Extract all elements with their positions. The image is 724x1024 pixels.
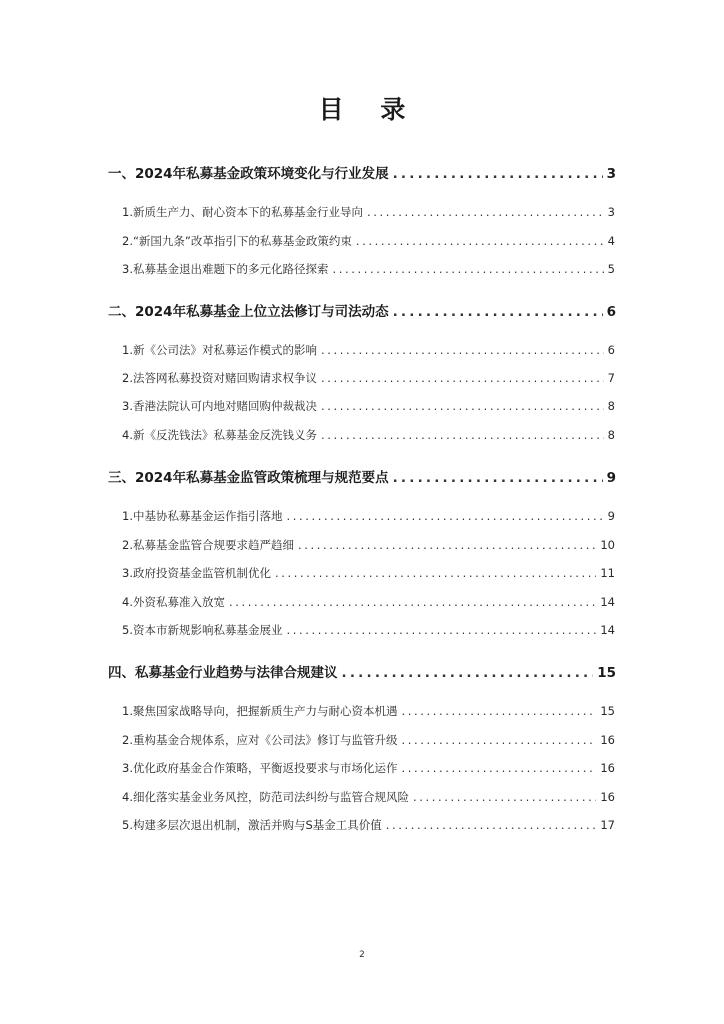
toc-entry-title: 1.中基协私募基金运作指引落地 [122, 509, 283, 523]
toc-dot-leader [393, 304, 603, 320]
toc-page-number: 10 [600, 538, 615, 552]
toc-page-number: 3 [606, 166, 616, 182]
page-footer-number: 2 [359, 950, 365, 960]
toc-subsection-4-4[interactable] [122, 789, 615, 805]
toc-subsection-2-1[interactable] [122, 342, 615, 358]
toc-dot-leader [321, 399, 604, 413]
toc-entry-title: 三、2024年私募基金监管政策梳理与规范要点 [108, 470, 389, 486]
toc-page-number: 14 [600, 623, 615, 637]
toc-entry-title: 1.新《公司法》对私募运作模式的影响 [122, 343, 317, 357]
toc-dot-leader [286, 509, 603, 523]
toc-dot-leader [356, 234, 604, 248]
toc-page-number: 8 [607, 399, 615, 413]
toc-section-4[interactable] [108, 661, 616, 681]
toc-dot-leader [321, 428, 604, 442]
toc-subsection-4-3[interactable] [122, 760, 615, 776]
toc-dot-leader [401, 761, 596, 775]
toc-subsection-4-2[interactable] [122, 732, 615, 748]
toc-dot-leader [332, 262, 603, 276]
toc-subsection-4-1[interactable] [122, 703, 615, 719]
toc-page-number: 4 [607, 234, 615, 248]
toc-section-2[interactable] [108, 300, 616, 320]
toc-subsection-3-1[interactable] [122, 508, 615, 524]
toc-entry-title: 3.政府投资基金监管机制优化 [122, 566, 271, 580]
toc-page-number: 11 [600, 566, 615, 580]
toc-page-number: 17 [600, 818, 615, 832]
toc-dot-leader [321, 343, 604, 357]
toc-page-number: 8 [607, 428, 615, 442]
toc-page-number: 16 [600, 733, 615, 747]
toc-subsection-2-3[interactable] [122, 398, 615, 414]
toc-page-number: 9 [607, 509, 615, 523]
toc-entry-title: 4.新《反洗钱法》私募基金反洗钱义务 [122, 428, 317, 442]
toc-dot-leader [298, 538, 596, 552]
toc-entry-title: 4.细化落实基金业务风控，防范司法纠纷与监管合规风险 [122, 790, 409, 804]
toc-entry-title: 3.私募基金退出难题下的多元化路径探索 [122, 262, 329, 276]
toc-subsection-3-2[interactable] [122, 537, 615, 553]
toc-entry-title: 2.“新国九条”改革指引下的私募基金政策约束 [122, 234, 352, 248]
toc-dot-leader [393, 470, 603, 486]
toc-dot-leader [413, 790, 596, 804]
toc-dot-leader [342, 665, 594, 681]
toc-entry-title: 5.构建多层次退出机制，激活并购与S基金工具价值 [122, 818, 382, 832]
toc-page-number: 5 [607, 262, 615, 276]
toc-page-number: 15 [597, 665, 616, 681]
toc-entry-title: 2.私募基金监管合规要求趋严趋细 [122, 538, 294, 552]
toc-page-number: 6 [606, 304, 616, 320]
toc-entry-title: 1.聚焦国家战略导向，把握新质生产力与耐心资本机遇 [122, 704, 398, 718]
toc-section-1[interactable] [108, 162, 616, 182]
toc-subsection-1-2[interactable] [122, 233, 615, 249]
toc-dot-leader [393, 166, 603, 182]
toc-entry-title: 2.重构基金合规体系，应对《公司法》修订与监管升级 [122, 733, 398, 747]
toc-page-number: 16 [600, 761, 615, 775]
toc-subsection-3-3[interactable] [122, 565, 615, 581]
toc-page-number: 7 [607, 371, 615, 385]
toc-entry-title: 二、2024年私募基金上位立法修订与司法动态 [108, 304, 389, 320]
toc-subsection-4-5[interactable] [122, 817, 615, 833]
page-title: 目 录 [318, 95, 420, 124]
toc-entry-title: 5.资本市新规影响私募基金展业 [122, 623, 283, 637]
toc-subsection-1-3[interactable] [122, 261, 615, 277]
toc-dot-leader [321, 371, 604, 385]
toc-subsection-2-4[interactable] [122, 427, 615, 443]
toc-section-3[interactable] [108, 466, 616, 486]
toc-page-number: 3 [607, 205, 615, 219]
toc-dot-leader [275, 566, 596, 580]
toc-dot-leader [286, 623, 596, 637]
toc-dot-leader [367, 205, 604, 219]
toc-subsection-3-4[interactable] [122, 594, 615, 610]
toc-entry-title: 3.香港法院认可内地对赌回购仲裁裁决 [122, 399, 317, 413]
toc-entry-title: 四、私募基金行业趋势与法律合规建议 [108, 665, 338, 681]
toc-page-number: 9 [606, 470, 616, 486]
toc-page-number: 16 [600, 790, 615, 804]
toc-page-number: 14 [600, 595, 615, 609]
toc-dot-leader [229, 595, 596, 609]
toc-entry-title: 一、2024年私募基金政策环境变化与行业发展 [108, 166, 389, 182]
toc-entry-title: 3.优化政府基金合作策略，平衡返投要求与市场化运作 [122, 761, 398, 775]
toc-subsection-2-2[interactable] [122, 370, 615, 386]
toc-page-number: 15 [600, 704, 615, 718]
toc-page-number: 6 [607, 343, 615, 357]
toc-subsection-1-1[interactable] [122, 204, 615, 220]
toc-dot-leader [386, 818, 597, 832]
toc-entry-title: 2.法答网私募投资对赌回购请求权争议 [122, 371, 317, 385]
toc-entry-title: 4.外资私募准入放宽 [122, 595, 225, 609]
toc-dot-leader [401, 733, 596, 747]
toc-entry-title: 1.新质生产力、耐心资本下的私募基金行业导向 [122, 205, 363, 219]
toc-subsection-3-5[interactable] [122, 622, 615, 638]
toc-dot-leader [401, 704, 596, 718]
